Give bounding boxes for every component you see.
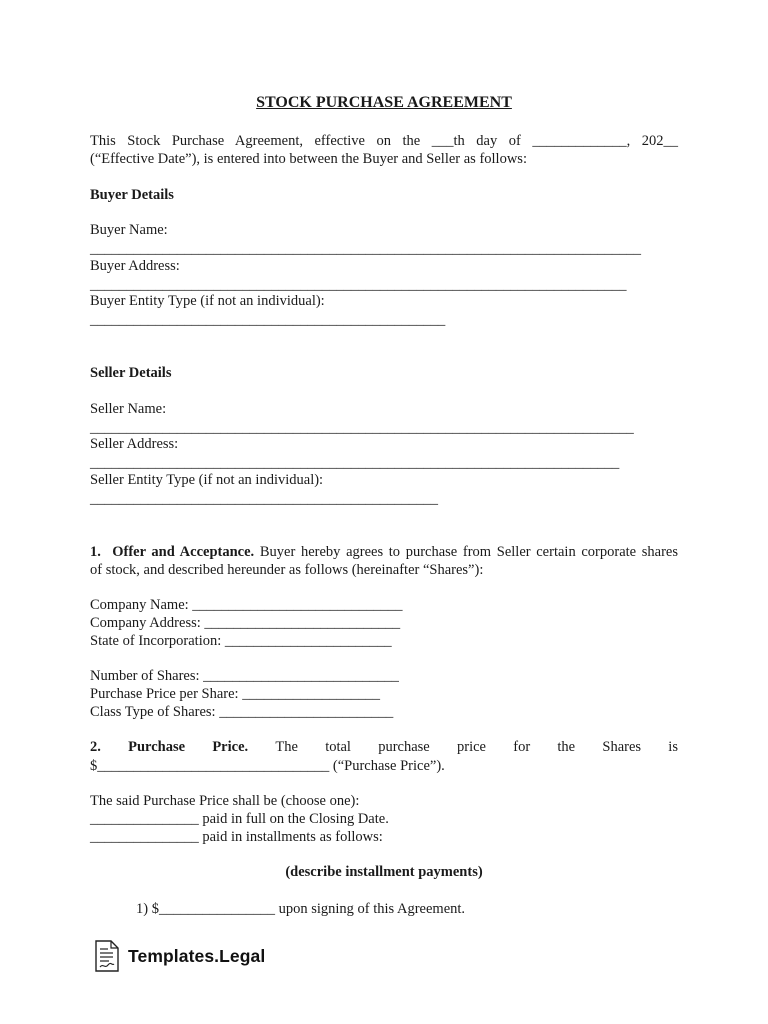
- section2-word: Shares: [602, 739, 642, 755]
- section2-line-1: [90, 738, 678, 756]
- section2-word: the: [557, 739, 576, 755]
- seller-address-line: _________________________________________________________________________: [90, 455, 620, 471]
- buyer-address-label: Buyer Address:: [90, 258, 180, 274]
- option-installments: _______________ paid in installments as follows:: [90, 829, 383, 845]
- seller-name-line: ___________________________________________________________________________: [90, 420, 634, 436]
- buyer-address-line: __________________________________________________________________________: [90, 277, 627, 293]
- section2-word: for: [513, 739, 531, 755]
- section1-text-1: Buyer hereby agrees to purchase from Seller certain corporate shares: [254, 544, 679, 560]
- section2-word: purchase: [378, 739, 430, 755]
- document-title: STOCK PURCHASE AGREEMENT: [256, 94, 512, 111]
- section1-line-1: [90, 543, 678, 561]
- intro-line-1: This Stock Purchase Agreement, effective on the ___th day of _____________, 202__: [90, 133, 678, 149]
- document-icon: [94, 939, 120, 973]
- section2-word: Purchase: [128, 739, 186, 755]
- footer-logo: [94, 939, 265, 973]
- choose-one-text: The said Purchase Price shall be (choose one):: [90, 793, 360, 809]
- buyer-entity-line: _________________________________________________: [90, 312, 446, 328]
- section1-heading: Offer and Acceptance.: [112, 544, 255, 560]
- seller-entity-line: ________________________________________________: [90, 491, 438, 507]
- company-address-field: Company Address: ___________________________: [90, 615, 401, 631]
- section2-word: total: [325, 739, 351, 755]
- section2-word: is: [668, 739, 678, 755]
- price-per-share-field: Purchase Price per Share: ___________________: [90, 686, 380, 702]
- section2-number: 2.: [90, 739, 101, 755]
- buyer-entity-label: Buyer Entity Type (if not an individual):: [90, 293, 325, 309]
- seller-name-label: Seller Name:: [90, 401, 167, 417]
- section2-word: price: [457, 739, 486, 755]
- installment-1: 1) $________________ upon signing of this Agreement.: [136, 901, 466, 917]
- section2-word: The: [275, 739, 298, 755]
- seller-heading: Seller Details: [90, 365, 172, 381]
- intro-line-2: (“Effective Date”), is entered into between the Buyer and Seller as follows:: [90, 151, 527, 167]
- company-name-field: Company Name: _____________________________: [90, 597, 403, 613]
- buyer-name-label: Buyer Name:: [90, 222, 168, 238]
- installments-heading: (describe installment payments): [285, 864, 483, 880]
- purchase-price-field: $________________________________ (“Purchase Price”).: [90, 758, 445, 774]
- buyer-name-line: ____________________________________________________________________________: [90, 241, 641, 257]
- state-of-incorporation-field: State of Incorporation: _______________________: [90, 633, 392, 649]
- seller-entity-label: Seller Entity Type (if not an individual):: [90, 472, 324, 488]
- seller-address-label: Seller Address:: [90, 436, 179, 452]
- section1-line-2: of stock, and described hereunder as follows (hereinafter “Shares”):: [90, 562, 484, 578]
- class-type-field: Class Type of Shares: ________________________: [90, 704, 394, 720]
- section2-word: Price.: [212, 739, 249, 755]
- section1-number: 1.: [90, 544, 101, 560]
- number-of-shares-field: Number of Shares: ___________________________: [90, 668, 399, 684]
- buyer-heading: Buyer Details: [90, 187, 174, 203]
- logo-text: Templates.Legal: [128, 945, 266, 966]
- option-paid-in-full: _______________ paid in full on the Closing Date.: [90, 811, 389, 827]
